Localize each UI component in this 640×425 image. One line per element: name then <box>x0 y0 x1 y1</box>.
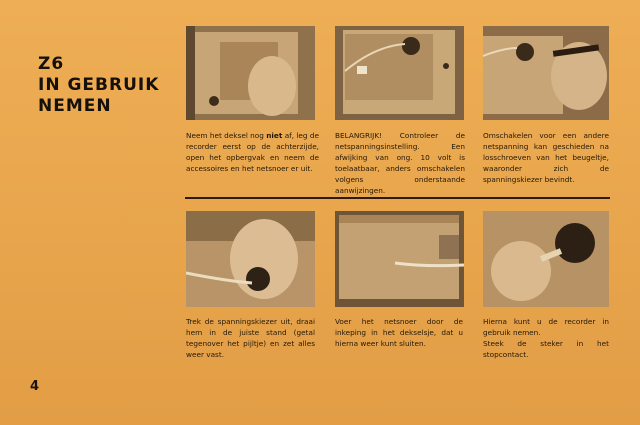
caption-1-text-rest: af, leg de recorder eerst op de achterzijde, open het opbergvak en neem de accessoires en het netsnoer er uit. <box>186 131 319 173</box>
caption-5-text: Voer het netsnoer door de inkeping in het dekselsje, dat u hierna weer kunt sluiten. <box>335 317 463 348</box>
photo-open-storage <box>186 26 315 120</box>
caption-6-text-2: Steek de steker in het stopcontact. <box>483 339 609 359</box>
photo-cord-notch <box>335 211 464 307</box>
caption-6-text: Hierna kunt u de recorder in gebruik nemen. <box>483 317 609 337</box>
page-number: 4 <box>30 379 40 394</box>
section-divider <box>185 197 610 199</box>
caption-3-text: Omschakelen voor een andere netspanning kan geschieden na losschroeven van het beugeltje, waaronder zich de spanningskiezer bevindt. <box>483 131 609 184</box>
caption-2-text: BELANGRIJK! Controleer de netspanningsinstelling. Een afwijking van ong. 10 volt is toelaatbaar, anders omschakelen volgens onderstaande aanwijzingen. <box>335 131 465 195</box>
section-number: Z6 <box>38 54 65 74</box>
photo-voltage-selector <box>186 211 315 307</box>
caption-step-6 <box>483 316 609 360</box>
caption-step-1 <box>186 130 319 174</box>
caption-step-3 <box>483 130 609 185</box>
caption-step-5 <box>335 316 463 349</box>
caption-4-text: Trek de spanningskiezer uit, draai hem in de juiste stand (getal tegenover het pijltje) en zet alles weer vast. <box>186 317 315 359</box>
heading-line-2: NEMEN <box>38 96 112 116</box>
caption-1-emphasis: niet <box>266 131 283 140</box>
heading-line-1: IN GEBRUIK <box>38 75 160 95</box>
photo-unscrew-bracket <box>483 26 609 120</box>
caption-1-text: Neem het deksel nog <box>186 131 267 140</box>
photo-plug-in <box>483 211 609 307</box>
caption-step-4 <box>186 316 315 360</box>
section-heading <box>38 54 159 117</box>
caption-step-2 <box>335 130 465 196</box>
photo-voltage-check <box>335 26 464 120</box>
